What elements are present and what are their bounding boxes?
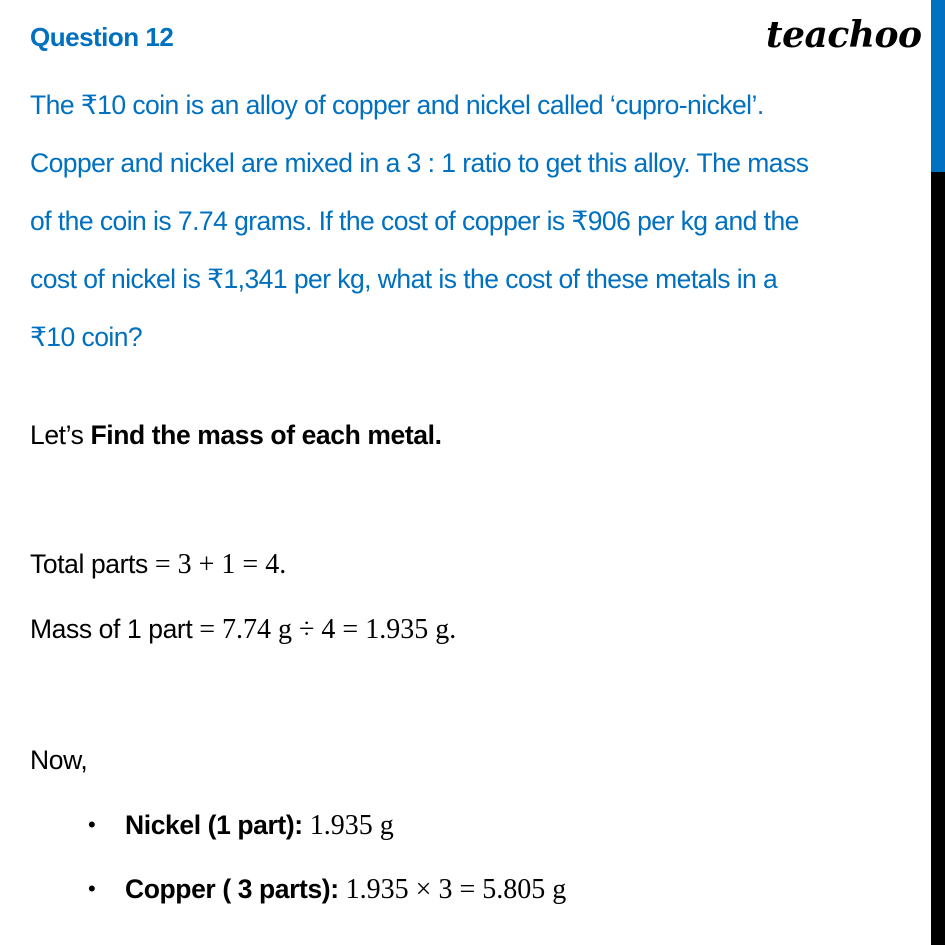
mass-per-part-label: Mass of 1 part <box>30 614 200 644</box>
bullet-label: Copper ( 3 parts): <box>125 874 339 904</box>
total-parts-equation: = 3 + 1 = 4. <box>154 549 287 580</box>
question-line: cost of nickel is ₹1,341 per kg, what is the cost of these metals in a <box>30 264 778 294</box>
intro-heading: Find the mass of each metal. <box>90 420 442 450</box>
question-statement <box>30 76 925 366</box>
bullet-label: Nickel (1 part): <box>125 810 303 840</box>
bullet-icon: • <box>88 876 96 901</box>
mass-per-part-equation: = 7.74 g ÷ 4 = 1.935 g. <box>199 614 457 645</box>
solution-intro <box>30 420 442 451</box>
side-accent-bar-blue <box>931 0 945 172</box>
question-line: ₹10 coin? <box>30 322 143 352</box>
bullet-copper <box>88 874 566 906</box>
question-line: of the coin is 7.74 grams. If the cost of copper is ₹906 per kg and the <box>30 206 799 236</box>
question-line: The ₹10 coin is an alloy of copper and nickel called ‘cupro-nickel’. <box>30 90 764 120</box>
bullet-value: 1.935 × 3 = 5.805 g <box>338 874 567 905</box>
total-parts-line <box>30 549 286 581</box>
intro-prefix: Let’s <box>30 420 91 450</box>
now-label: Now, <box>30 745 88 775</box>
question-line: Copper and nickel are mixed in a 3 : 1 ratio to get this alloy. The mass <box>30 148 809 178</box>
bullet-value: 1.935 g <box>302 810 394 841</box>
teachoo-logo: teachoo <box>766 14 922 56</box>
side-accent-bar-black <box>931 172 945 945</box>
question-label: Question 12 <box>30 22 174 52</box>
bullet-nickel <box>88 810 394 842</box>
bullet-icon: • <box>88 812 96 837</box>
total-parts-label: Total parts <box>30 549 155 579</box>
mass-per-part-line <box>30 614 456 646</box>
